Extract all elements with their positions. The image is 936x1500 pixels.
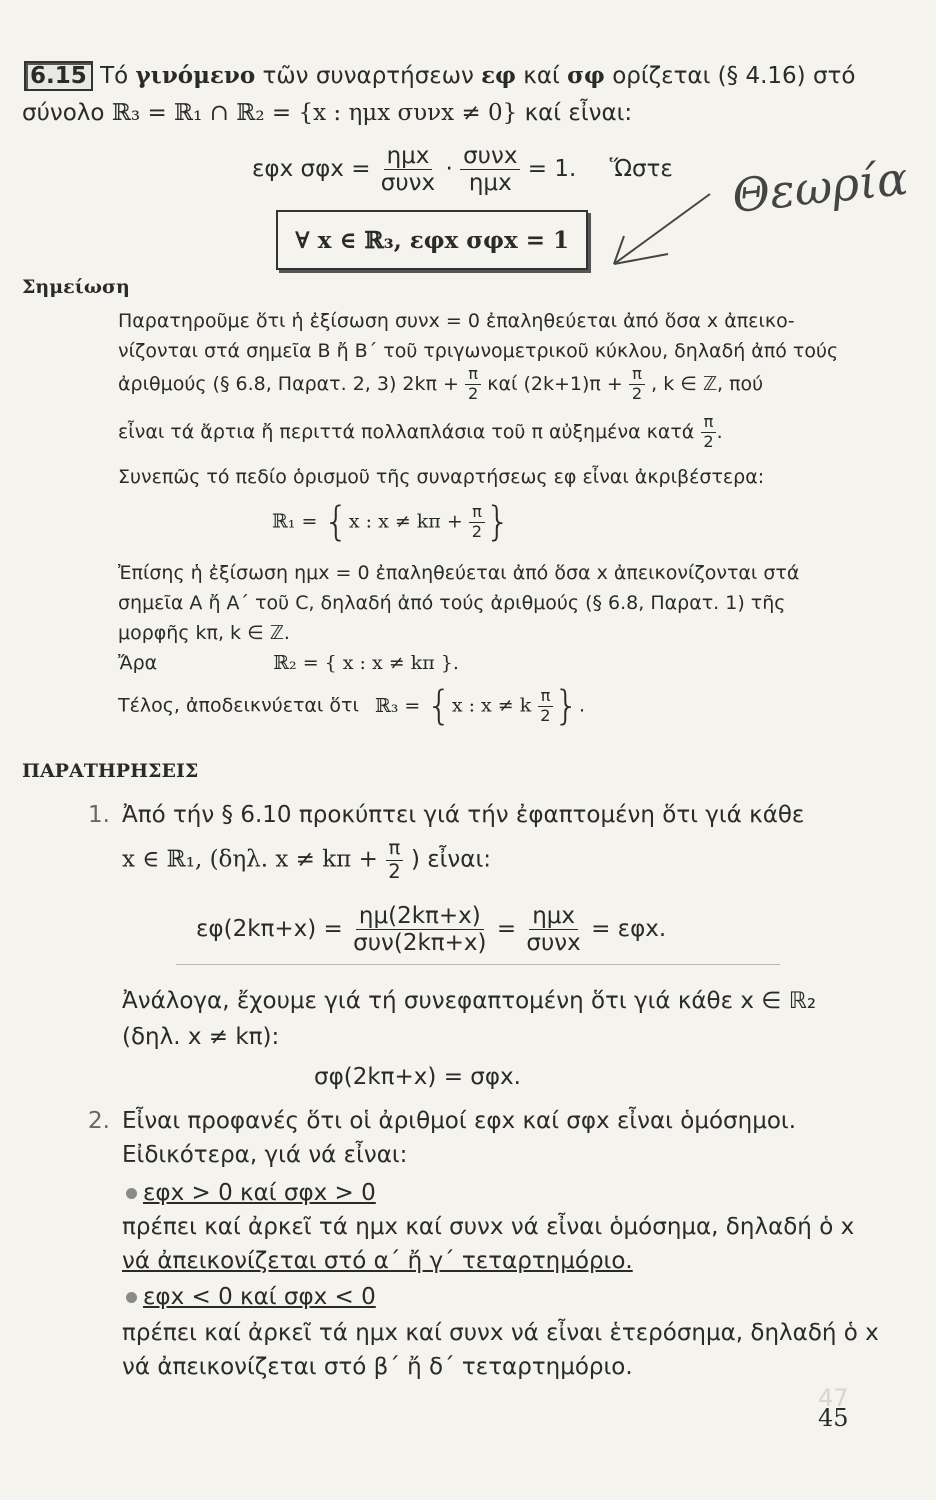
frac-num: π [701, 414, 717, 433]
intro-text-d: ορίζεται (§ 4.16) στό [612, 63, 856, 89]
intro-line2-c: καί εἶναι: [524, 100, 633, 126]
remark-1-number: 1. [88, 802, 110, 828]
case-negative [126, 1284, 376, 1310]
analogous-line2: (δηλ. x ≠ kπ): [122, 1024, 280, 1050]
telos-text: Τέλος, ἀποδεικνύεται ὅτι [118, 694, 359, 717]
fraction-sin-cos-shifted [350, 904, 489, 955]
note-p1-line4: εἶναι τά ἄρτια ἤ περιττά πολλαπλάσια τοῦ π αὐξημένα κατά $\frac{\pi}{2}$ . [118, 412, 723, 451]
note-p1-line2: νίζονται στά σημεῖα Β ἤ Β΄ τοῦ τριγωνομετρικοῦ κύκλου, δηλαδή ἀπό τούς [118, 340, 839, 362]
bleed-through-number: 47 [818, 1384, 849, 1412]
intro-line-2 [22, 100, 632, 126]
frac-num: ημx [529, 904, 578, 930]
ef-symbol: εφ [481, 62, 516, 89]
frac-num: ημ(2kπ+x) [356, 904, 484, 930]
remarks-heading: ΠΑΡΑΤΗΡΗΣΕΙΣ [22, 760, 199, 782]
set-r3-definition: ℝ₃ = ℝ₁ ∩ ℝ₂ = {x : ημx συνx ≠ 0} [111, 100, 518, 126]
ef-lhs: εφ(2kπ+x) = [196, 916, 343, 943]
ef-rhs: = εφx. [591, 916, 667, 943]
page-number: 45 [818, 1404, 849, 1432]
frac-den: ημx [468, 170, 512, 197]
divider-line [176, 964, 780, 965]
set-r1-formula [272, 499, 511, 545]
fraction-cos-over-sin [460, 144, 520, 195]
case-positive-text2: νά ἀπεικονίζεται στό α΄ ἤ γ΄ τεταρτημόριο. [122, 1248, 633, 1274]
telos-line [118, 683, 586, 729]
tangent-periodicity-formula [196, 904, 666, 955]
r3-body: x : x ≠ k [451, 694, 532, 717]
remark-2-line1: Εἶναι προφανές ὅτι οἱ ἀριθμοί εφx καί σφx εἶναι ὁμόσημοι. [122, 1108, 797, 1134]
theorem-text: ∀ x ∈ ℝ₃, εφx σφx = 1 [295, 226, 569, 254]
period: . [579, 694, 586, 717]
sf-symbol: σφ [567, 62, 605, 89]
frac-den: συν(2kπ+x) [353, 930, 487, 957]
frac-den: 2 [467, 383, 479, 403]
cotangent-periodicity-formula: σφ(2kπ+x) = σφx. [314, 1064, 521, 1090]
text: εἶναι τά ἄρτια ἤ περιττά πολλαπλάσια τοῦ π αὐξημένα κατά [118, 420, 695, 443]
note-p1-line5: Συνεπῶς τό πεδίο ὁρισμοῦ τῆς συναρτήσεως εφ εἶναι ἀκριβέστερα: [118, 466, 765, 488]
theorem-box [276, 210, 588, 270]
and-word: καί [523, 63, 560, 89]
frac-num: π [465, 366, 481, 385]
case-negative-text2: νά ἀπεικονίζεται στό β΄ ἤ δ΄ τεταρτημόριο. [122, 1354, 633, 1380]
text: x ∈ ℝ₁, (δηλ. x ≠ kπ + [122, 846, 378, 873]
ara-line [118, 652, 459, 674]
left-brace: { [323, 499, 349, 545]
text: ) εἶναι: [410, 846, 491, 873]
fraction-pi-over-2 [700, 414, 716, 451]
ara-word: Ἄρα [118, 652, 158, 674]
right-brace: } [553, 683, 580, 729]
intro-line-1 [24, 62, 855, 89]
frac-num: π [386, 838, 404, 861]
case-positive-condition: εφx > 0 καί σφx > 0 [143, 1180, 376, 1206]
case-negative-text1: πρέπει καί ἀρκεῖ τά ημx καί συνx νά εἶναι ἑτερόσημα, δηλαδή ὁ x [122, 1320, 879, 1346]
text: , k ∈ ℤ, πού [651, 372, 764, 395]
remark-1-line2 [122, 838, 491, 882]
note-p1-line3 [118, 366, 763, 403]
note-p2-line2: σημεῖα Α ἤ Α΄ τοῦ C, δηλαδή ἀπό τούς ἀριθμούς (§ 6.8, Παρατ. 1) τῆς [118, 592, 786, 614]
frac-num: π [629, 366, 645, 385]
handwritten-arrow-icon [600, 188, 720, 278]
section-number: 6.15 [24, 61, 93, 91]
fraction-pi-over-2 [385, 838, 403, 882]
frac-den: 2 [540, 705, 551, 725]
frac-den: 2 [471, 521, 483, 541]
text: καί (2k+1)π + [487, 372, 623, 395]
fraction-sin-over-cos [378, 144, 438, 195]
fraction-pi-over-2 [465, 366, 481, 403]
intro-text-a: Τό [100, 63, 129, 89]
analogous-line1: Ἀνάλογα, ἔχουμε γιά τή συνεφαπτομένη ὅτι γιά κάθε x ∈ ℝ₂ [122, 988, 817, 1014]
note-p2-line1: Ἐπίσης ἡ ἐξίσωση ημx = 0 ἐπαληθεύεται ἀπό ὅσα x ἀπεικονίζονται στά [118, 562, 800, 584]
remark-1-line1: Ἀπό τήν § 6.10 προκύπτει γιά τήν ἐφαπτομένη ὅτι γιά κάθε [122, 802, 805, 828]
note-p1-line1: Παρατηροῦμε ὅτι ἡ ἐξίσωση συνx = 0 ἐπαληθεύεται ἀπό ὅσα x ἀπεικο- [118, 310, 795, 332]
hoste-word: Ὥστε [609, 156, 673, 183]
intro-text-c: τῶν συναρτήσεων [262, 63, 474, 89]
right-brace: } [485, 499, 511, 545]
handwritten-theory-note: Θεωρία [729, 150, 911, 224]
frac-num: π [469, 504, 485, 523]
product-rhs: = 1. [527, 156, 577, 183]
r1-body: x : x ≠ kπ + [348, 510, 463, 533]
text: ἀριθμούς (§ 6.8, Παρατ. 2, 3) 2kπ + [118, 372, 459, 395]
left-brace: { [426, 683, 452, 729]
frac-num: π [538, 688, 554, 707]
intro-product-word: γινόμενο [135, 62, 256, 89]
fraction-pi-over-2 [537, 685, 553, 725]
note-p2-line3: μορφῆς kπ, k ∈ ℤ. [118, 622, 290, 644]
case-negative-condition: εφx < 0 καί σφx < 0 [143, 1284, 376, 1310]
fraction-sin-over-cos [523, 904, 583, 955]
fraction-pi-over-2 [469, 501, 485, 541]
case-positive [126, 1180, 376, 1206]
frac-den: συνx [380, 170, 436, 197]
remark-2-number: 2. [88, 1108, 110, 1134]
note-heading: Σημείωση [22, 276, 130, 298]
frac-den: 2 [388, 859, 401, 883]
case-positive-text1: πρέπει καί ἀρκεῖ τά ημx καί συνx νά εἶναι ὁμόσημα, δηλαδή ὁ x [122, 1214, 855, 1240]
fraction-pi-over-2 [629, 366, 645, 403]
product-lhs: εφx σφx = [252, 156, 371, 183]
frac-den: συνx [526, 930, 581, 957]
frac-num: ημx [384, 144, 433, 170]
frac-den: 2 [703, 431, 714, 451]
r3-lhs: ℝ₃ = [374, 694, 421, 717]
set-r2-formula: ℝ₂ = { x : x ≠ kπ }. [273, 652, 459, 674]
bullet-icon [126, 1188, 137, 1199]
frac-den: 2 [631, 383, 643, 403]
dot: · [445, 156, 453, 183]
bullet-icon [126, 1292, 137, 1303]
frac-num: συνx [460, 144, 520, 170]
intro-line2-a: σύνολο [22, 100, 105, 126]
r1-lhs: ℝ₁ = [272, 510, 318, 533]
equals: = [496, 916, 517, 943]
remark-2-line2: Εἰδικότερα, γιά νά εἶναι: [122, 1142, 408, 1168]
